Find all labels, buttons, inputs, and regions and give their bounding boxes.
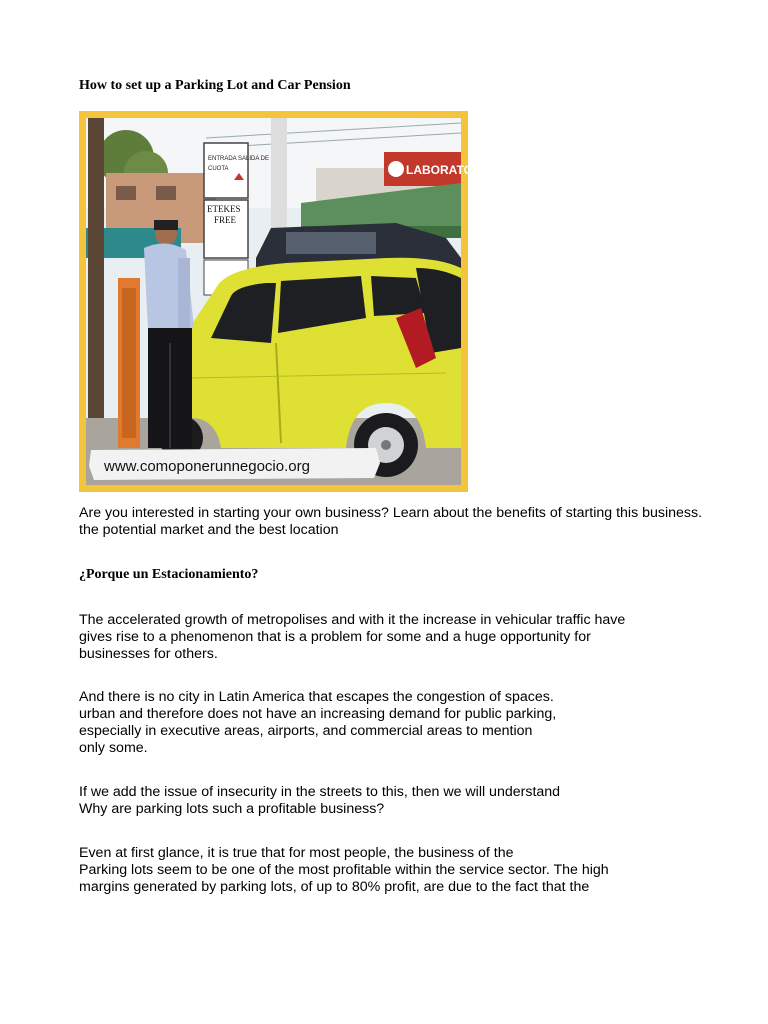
body-paragraph-1 [79, 612, 719, 663]
paragraph-line: urban and therefore does not have an increasing demand for public parking, [79, 706, 557, 722]
paragraph-line: Even at first glance, it is true that for most people, the business of the [79, 845, 514, 861]
section-heading: ¿Porque un Estacionamiento? [79, 567, 259, 582]
paragraph-line: Why are parking lots such a profitable business? [79, 801, 385, 817]
paragraph-line: And there is no city in Latin America that escapes the congestion of spaces. [79, 689, 554, 705]
body-paragraph-4 [79, 845, 719, 896]
intro-line: Are you interested in starting your own business? Learn about the benefits of starting this business. [79, 505, 703, 521]
paragraph-line: The accelerated growth of metropolises and with it the increase in vehicular traffic have [79, 612, 626, 628]
free-sign-line1: ETEKES [207, 204, 241, 214]
intro-paragraph [79, 505, 719, 539]
free-sign-line2: FREE [214, 215, 237, 225]
entrance-sign-line1: ENTRADA SALIDA DE [208, 156, 270, 162]
intro-line: the potential market and the best location [79, 522, 339, 538]
paragraph-line: only some. [79, 740, 148, 756]
body-paragraph-2 [79, 689, 719, 757]
entrance-sign-line2: CUOTA [208, 166, 229, 172]
paragraph-line: Parking lots seem to be one of the most profitable within the service sector. The high [79, 862, 609, 878]
parking-lot-photo [79, 111, 473, 492]
image-watermark: www.comoponerunnegocio.org [104, 458, 310, 475]
paragraph-line: gives rise to a phenomenon that is a problem for some and a huge opportunity for [79, 629, 591, 645]
document-title: How to set up a Parking Lot and Car Pension [79, 78, 351, 93]
paragraph-line: If we add the issue of insecurity in the streets to this, then we will understand [79, 784, 561, 800]
store-sign-text: LABORATO [406, 163, 473, 177]
body-paragraph-3 [79, 784, 719, 818]
paragraph-line: businesses for others. [79, 646, 218, 662]
parking-photo-illustration [86, 118, 473, 485]
paragraph-line: margins generated by parking lots, of up to 80% profit, are due to the fact that the [79, 879, 590, 895]
paragraph-line: especially in executive areas, airports, and commercial areas to mention [79, 723, 533, 739]
